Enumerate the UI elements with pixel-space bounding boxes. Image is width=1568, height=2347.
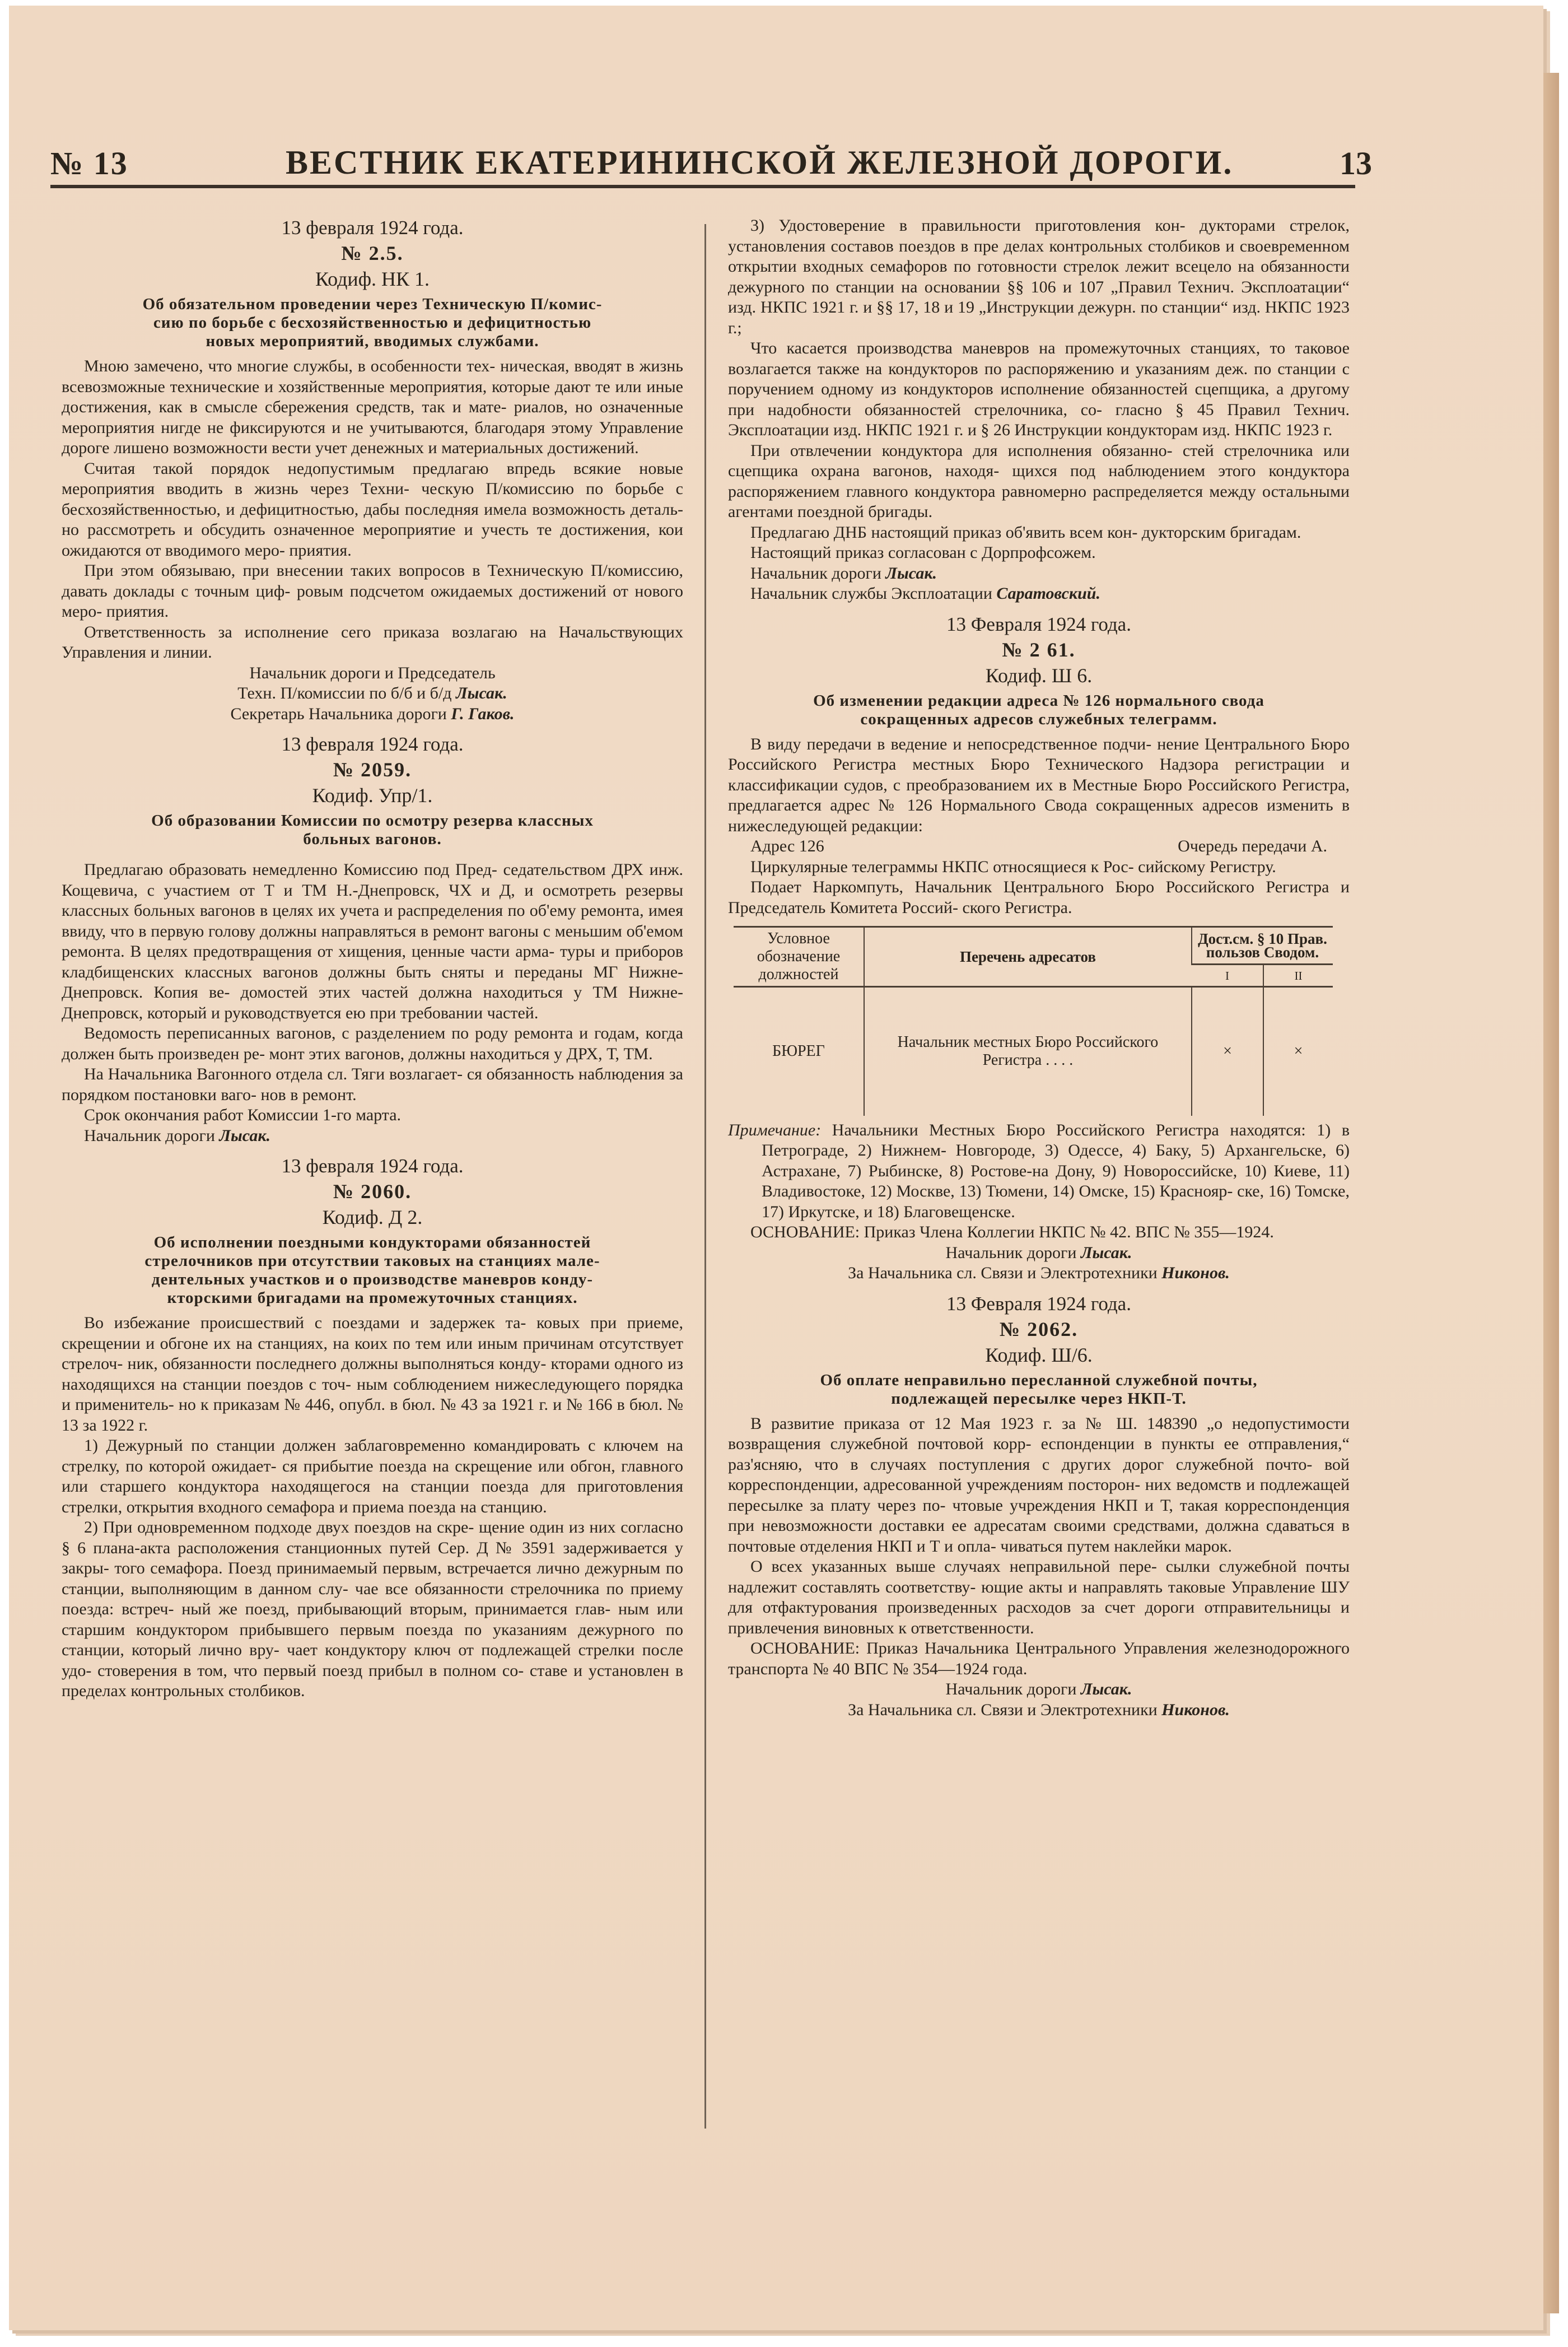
- paragraph: Настоящий приказ согласован с Дорпрофсожем.: [750, 543, 1096, 562]
- order-date: 13 февраля 1924 года.: [281, 733, 464, 755]
- signature-text: За Начальника сл. Связи и Электротехники: [848, 1700, 1158, 1719]
- issue-number: № 13: [50, 145, 128, 181]
- signature-name: Лысак.: [219, 1126, 271, 1145]
- order-date: 13 Февраля 1924 года.: [946, 613, 1131, 635]
- signature-name: Саратовский.: [996, 584, 1100, 603]
- note-text: Начальники Местных Бюро Российского Регистра находятся: 1) в Петрограде, 2) Нижнем- Новгороде, 3) Одессе, 4) Баку, 5) Архангельске, 6) Астрахане, 7) Рыбинске, 8) Ростове-на Дону, 9) Новороссийске, 10) Киеве, 11) Владивостоке, 12) Москве, 13) Тюмени, 14) Омске, 15) Краснояр- ске, 16) Томске, 17) Иркутске, и 18) Благовещенске.: [762, 1120, 1350, 1221]
- right-column: [728, 216, 1350, 1720]
- paragraph: На Начальника Вагонного отдела сл. Тяги возлагает- ся обязанность наблюдения за порядком постановки ваго- нов в ремонт.: [62, 1065, 683, 1104]
- order-2059: [62, 733, 683, 1146]
- signature-text: Начальник дороги: [945, 1243, 1077, 1262]
- cell-addressee: Начальник местных Бюро Российского Регистра . . . .: [864, 987, 1192, 1116]
- paragraph: Предлагаю ДНБ настоящий приказ об'явить всем кон- дукторским бригадам.: [750, 523, 1301, 542]
- signature-text: Секретарь Начальника дороги: [230, 704, 447, 723]
- title-line: новых мероприятий, вводимых службами.: [206, 332, 539, 350]
- paragraph: 3) Удостоверение в правильности приготовления кон- дукторами стрелок, установления составов поездов в пре делах контрольных столбиков и своевременном открытии входных семафоров по готовности стрелок лежит всецело на обязанности дежурного по станции на основании §§ 106 и 107 „Правил Технич. Эксплоатации“ изд. НКПС 1921 г. и §§ 17, 18 и 19 „Инструкции дежурн. по станции“ изд. НКПС 1923 г.;: [728, 216, 1350, 337]
- signature-text: За Начальника сл. Связи и Электротехники: [848, 1264, 1158, 1282]
- address-number: Адрес 126: [750, 837, 824, 855]
- signature-name: Лысак.: [885, 564, 937, 583]
- paragraph: При этом обязываю, при внесении таких вопросов в Техническую П/комиссию, давать доклады с точным циф- ровым подсчетом ожидаемых достижений от нового меро- приятия.: [62, 561, 683, 621]
- signature-line: [62, 683, 683, 704]
- page-number: 13: [1340, 145, 1372, 181]
- order-number: № 2060.: [333, 1180, 412, 1203]
- col-header-i: I: [1192, 965, 1263, 987]
- paragraph: Мною замечено, что многие службы, в особенности тех- ническая, вводят в жизнь всевозможные технические и хозяйственные мероприятия, которые дают те или иные достижения, как в смысле сбережения средств, так и мате- риалов, но означенные мероприятия нигде не фиксируются и не учитываются, благодаря этому Управление дороге лишено возможности вести учет денежных и материальных достижений.: [62, 357, 683, 457]
- newspaper-title: ВЕСТНИК ЕКАТЕРИНИНСКОЙ ЖЕЛЕЗНОЙ ДОРОГИ.: [286, 144, 1234, 181]
- column-divider: [704, 224, 706, 2129]
- page-edge: [1543, 73, 1559, 2313]
- cell-mark-i: ×: [1192, 987, 1263, 1116]
- title-line: подлежащей пересылке через НКП-Т.: [891, 1389, 1187, 1408]
- order-2061: [728, 613, 1350, 1284]
- left-column: [62, 216, 683, 1702]
- title-line: сию по борьбе с бесхозяйственностью и дефицитностью: [153, 314, 592, 332]
- table-header-row: [734, 927, 1333, 965]
- col-header-delivery: Дост.см. § 10 Прав. пользов Сводом.: [1192, 927, 1333, 965]
- title-line: Об образовании Комиссии по осмотру резерва классных: [151, 812, 594, 830]
- signature-text: Начальник дороги: [945, 1680, 1077, 1698]
- title-line: дентельных участков и о производстве маневров конду-: [151, 1270, 594, 1288]
- order-number: № 2062.: [999, 1317, 1079, 1340]
- signature-line: [62, 704, 683, 725]
- title-line: Об исполнении поездными кондукторами обязанностей: [153, 1233, 591, 1251]
- order-date: 13 февраля 1924 года.: [281, 217, 464, 239]
- title-line: больных вагонов.: [303, 830, 442, 848]
- title-line: Об обязательном проведении через Техническую П/комис-: [142, 295, 603, 313]
- order-title: [62, 1233, 683, 1307]
- col-header-addressees: Перечень адресатов: [864, 927, 1192, 987]
- paragraph: В виду передачи в ведение и непосредственное подчи- нение Центрального Бюро Российского Регистра местных Бюро Технического Надзора регистрации и классификации судов, с преобразованием их в Местные Бюро Российского Регистра, предлагается адрес № 126 Нормального Свода сокращенных адресов изменить в нижеследующей редакции:: [728, 734, 1350, 835]
- order-2058: [62, 217, 683, 724]
- order-title: [728, 692, 1350, 729]
- col-header-ii: II: [1263, 965, 1333, 987]
- signature-name: Лысак.: [1080, 1243, 1132, 1262]
- order-date: 13 февраля 1924 года.: [281, 1155, 464, 1177]
- paragraph: Срок окончания работ Комиссии 1-го марта.: [84, 1106, 402, 1124]
- order-title: [62, 812, 683, 849]
- order-codification: Кодиф. Д 2.: [322, 1206, 423, 1228]
- basis: ОСНОВАНИЕ: Приказ Члена Коллегии НКПС № 42. ВПС № 355—1924.: [750, 1223, 1274, 1241]
- signature: [62, 1126, 683, 1147]
- order-2062: [728, 1293, 1350, 1721]
- signature-name: Никонов.: [1161, 1264, 1230, 1282]
- signature-line: [728, 1700, 1350, 1721]
- title-line: стрелочников при отсутствии таковых на станциях мале-: [144, 1252, 600, 1270]
- table-row: [734, 987, 1333, 1116]
- paragraph: Ведомость переписанных вагонов, с разделением по роду ремонта и годам, когда должен быть произведен ре- монт этих вагонов, должны находиться у ДРХ, Т, ТМ.: [62, 1024, 683, 1063]
- paragraph: 1) Дежурный по станции должен заблаговременно командировать с ключем на стрелку, по которой ожидает- ся прибытие поезда на скрещение или обгон, главного или старшего кондуктора находящегося на станции поезда для приготовления стрелки, открытия входного семафора и приема поезда на станцию.: [62, 1436, 683, 1516]
- address-table: [734, 926, 1333, 1116]
- order-number: № 2 61.: [1002, 638, 1076, 661]
- signature-text: Техн. П/комиссии по б/б и б/д: [237, 684, 452, 702]
- order-codification: Кодиф. Упр/1.: [312, 784, 433, 807]
- signature-text: Начальник службы Эксплоатации: [750, 584, 992, 603]
- signature-name: Никонов.: [1161, 1700, 1230, 1719]
- signature-line: [728, 1679, 1350, 1700]
- order-date: 13 Февраля 1924 года.: [946, 1292, 1131, 1315]
- paragraph: 2) При одновременном подходе двух поездов на скре- щение один из них согласно § 6 плана-акта расположения станционных путей Сер. Д № 3591 задерживается у закры- того семафора. Поезд принимаемый первым, встречается лично дежурным по станции, выполняющим в данном слу- чае все обязанности стрелочника по приему поезда: встреч- ный же поезд, прибывающий вторым, принимается глав- ным или старшим кондуктором прибывшего первым поезда по указаниям дежурного по станции, который лично вру- чает кондуктору ключ от подлежащей стрелки после удо- стоверения в том, что первый поезд прибыл в полном со- ставе и установлен в пределах контрольных столбиков.: [62, 1518, 683, 1700]
- signature-line: Начальник дороги и Председатель: [249, 663, 496, 682]
- title-line: Об оплате неправильно пересланной служебной почты,: [820, 1371, 1258, 1389]
- order-codification: Кодиф. НК 1.: [315, 268, 430, 290]
- order-2060: [62, 1155, 683, 1702]
- signature: [728, 584, 1350, 604]
- paragraph: При отвлечении кондуктора для исполнения обязанно- стей стрелочника или сцепщика охрана вагонов, находя- щихся под наблюдением этого кондуктора распоряжением главного кондуктора равномерно распределяется между остальными агентами поездной бригады.: [728, 441, 1350, 521]
- paragraph: Циркулярные телеграммы НКПС относящиеся к Рос- сийскому Регистру.: [750, 857, 1276, 876]
- col-header-code: Условное обозначение должностей: [734, 927, 864, 987]
- cell-code: БЮРЕГ: [772, 1042, 825, 1060]
- signature-line: [728, 1263, 1350, 1284]
- table-note: [728, 1120, 1350, 1223]
- order-number: № 2059.: [333, 758, 412, 781]
- signature: [728, 1243, 1350, 1284]
- title-line: Об изменении редакции адреса № 126 нормального свода: [813, 691, 1264, 710]
- signature-name: Лысак.: [456, 684, 507, 702]
- paragraph: Ответственность за исполнение сего приказа возлагаю на Начальствующих Управления и линии.: [62, 622, 683, 662]
- paragraph: Предлагаю образовать немедленно Комиссию под Пред- седательством ДРХ инж. Кощевича, с участием от Т и ТМ Н.-Днепровск, ЧХ и Д, и осмотреть резервы классных больных вагонов в целях их учета и распределения по об'ему ремонта, имея ввиду, что в первую голову должны направляться в ремонт вагоны с меньшим об'емом ремонта. В целях предотвращения от хищения, ценные части арма- туры и приборов кладбищенских классных вагонов должны быть сняты и переданы МГ Нижне-Днепровск. Копия ве- домостей этих частей должна находиться у ТМ Нижне- Днепровск, который и руководствуется ею при требовании частей.: [62, 860, 683, 1022]
- order-codification: Кодиф. Ш/6.: [985, 1343, 1093, 1366]
- note-label: Примечание:: [728, 1120, 822, 1139]
- address-line: [728, 836, 1350, 857]
- signature-name: Лысак.: [1080, 1680, 1132, 1698]
- signature: [62, 663, 683, 725]
- page-header: [50, 140, 1372, 188]
- signature: [728, 564, 1350, 584]
- signature-text: Начальник дороги: [84, 1126, 215, 1145]
- paragraph: Подает Наркомпуть, Начальник Центрального Бюро Российского Регистра и Председатель Комитета Россий- ского Регистра.: [728, 878, 1350, 917]
- signature-line: [728, 1243, 1350, 1264]
- signature-text: Начальник дороги: [750, 564, 881, 583]
- paragraph: В развитие приказа от 12 Мая 1923 г. за № Ш. 148390 „о недопустимости возвращения служебной почтовой корр- еспонденции в пункты ее отправления,“ раз'ясняю, что в случаях поступления с других дорог служебной почто- вой корреспонденции, адресованной учреждениям посторон- них ведомств и подлежащей пересылке за плату через по- чтовые учреждения НКП и Т, такая корреспонденция при невозможности доставки ее адресатам своими средствами, должна сдаваться в почтовые отделения НКП и Т и опла- чиваться путем наклейки марок.: [728, 1414, 1350, 1556]
- paragraph: ОСНОВАНИЕ: Приказ Начальника Центрального Управления железнодорожного транспорта № 40 ВПС № 354—1924 года.: [728, 1639, 1350, 1678]
- address-priority: Очередь передачи А.: [1178, 837, 1327, 855]
- order-title: [62, 295, 683, 351]
- order-title: [728, 1371, 1350, 1408]
- paragraph: Во избежание происшествий с поездами и задержек та- ковых при приеме, скрещении и обгоне их на станциях, на коих по тем или иным причинам отсутствует стрелоч- ник, обязанности последнего должны выполняться конду- кторами одного из находящихся на станции поездов с точ- ным соблюдением нижеследующего порядка и применитель- но к приказам № 446, опубл. в бюл. № 43 за 1921 г. и № 166 в бюл. № 13 за 1922 г.: [62, 1314, 683, 1435]
- paragraph: О всех указанных выше случаях неправильной пере- сылки служебной почты надлежит составлять соответству- ющие акты и направлять таковые Управление ШУ для отфактурования произведенных расходов за счет дороги отправительницы и привлечения виновных к ответственности.: [728, 1557, 1350, 1637]
- order-codification: Кодиф. Ш 6.: [985, 664, 1093, 687]
- cell-mark-ii: ×: [1263, 987, 1333, 1116]
- paragraph: Считая такой порядок недопустимым предлагаю впредь всякие новые мероприятия вводить в жизнь через Техни- ческую П/комиссию по борьбе с бесхозяйственностью, и дефицитностью, дабы последняя имела возможность деталь- но рассмотреть и обсудить означенное мероприятие и учесть те достижения, кои ожидаются от вводимого меро- приятия.: [62, 459, 683, 560]
- title-line: кторскими бригадами на промежуточных станциях.: [167, 1289, 578, 1307]
- order-2060-continued: [728, 216, 1350, 604]
- order-number: № 2.5.: [341, 242, 404, 264]
- paragraph: Что касается производства маневров на промежуточных станциях, то таковое возлагается также на кондукторов по распоряжению и указаниям деж. по станции с поручением одному из кондукторов исполнение обязанностей сцепщика, а другому при надобности обязанностей стрелочника, со- гласно § 45 Правил Технич. Эксплоатации изд. НКПС 1921 г. и § 26 Инструкции кондукторам изд. НКПС 1923 г.: [728, 339, 1350, 439]
- title-line: сокращенных адресов служебных телеграмм.: [860, 710, 1217, 728]
- signature: [728, 1679, 1350, 1720]
- signature-name: Г. Гаков.: [451, 704, 515, 723]
